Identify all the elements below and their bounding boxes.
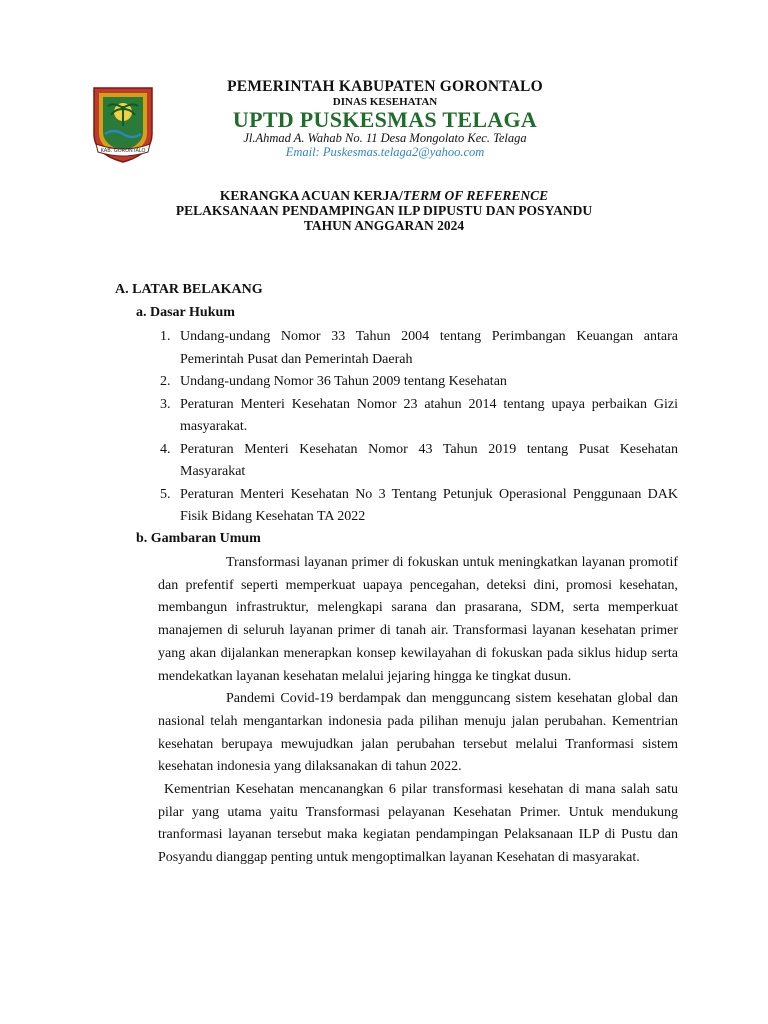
institution-email[interactable]: Email: Puskesmas.telaga2@yahoo.com: [285, 145, 485, 159]
list-item-number: 4.: [160, 441, 171, 457]
list-item: [158, 439, 678, 484]
title-normal-part: KERANGKA ACUAN KERJA/: [219, 188, 403, 203]
emblem-banner-text: KAB. GORONTALO: [100, 148, 146, 154]
document-title-line-1: [0, 188, 768, 204]
list-item: [158, 484, 678, 529]
list-item-number: 5.: [160, 486, 171, 502]
list-item: [158, 371, 678, 394]
gorontalo-regency-emblem: [90, 82, 156, 164]
list-item-text: Undang-undang Nomor 36 Tahun 2009 tentang Kesehatan: [180, 374, 507, 389]
overview-paragraph-3: Kementrian Kesehatan mencanangkan 6 pilar transformasi kesehatan di mana salah satu pilar yang utama yaitu Transformasi pelayanan Kesehatan Primer. Untuk mendukung tranformasi layanan tersebut maka kegiatan pendampingan Pelaksanaan ILP di Pustu dan Posyandu dianggap penting untuk mengoptimalkan layanan Kesehatan di masyarakat.: [158, 782, 678, 866]
department-name: DINAS KESEHATAN: [332, 96, 438, 108]
overview-paragraph-1: Transformasi layanan primer di fokuskan untuk meningkatkan layanan promotif dan prefentif seperti memperkuat uapaya pencegahan, deteksi dini, promosi kesehatan, membangun infrastruktur, melengkapi sarana dan prasarana, SDM, serta memperkuat manajemen di seluruh layanan primer di tanah air. Transformasi layanan kesehatan primer yang akan dijalankan menerapkan konsep kewilayahan di fokuskan pada siklus hidup serta mendekatkan layanan kesehatan melalui jejaring hingga ke tingkat dusun.: [158, 555, 678, 684]
overview-paragraph-2: Pandemi Covid-19 berdampak dan mengguncang sistem kesehatan global dan nasional telah mengantarkan indonesia pada pilihan menuju jalan perubahan. Kementrian kesehatan berupaya mewujudkan jalan perubahan tersebut melalui Tranformasi sistem kesehatan indonesia yang dilaksanakan di tahun 2022.: [158, 691, 678, 775]
list-item-text: Peraturan Menteri Kesehatan Nomor 23 atahun 2014 tentang upaya perbaikan Gizi masyarakat.: [180, 396, 678, 434]
list-item: [158, 394, 678, 439]
list-item: [158, 326, 678, 371]
letterhead: [0, 0, 768, 170]
institution-name: UPTD PUSKESMAS TELAGA: [232, 107, 538, 132]
institution-address: Jl.Ahmad A. Wahab No. 11 Desa Mongolato Kec. Telaga: [243, 131, 527, 145]
government-name: PEMERINTAH KABUPATEN GORONTALO: [227, 78, 543, 95]
document-title-line-3: TAHUN ANGGARAN 2024: [303, 218, 465, 233]
list-item-text: Peraturan Menteri Kesehatan No 3 Tentang Petunjuk Operasional Penggunaan DAK Fisik Bidang Kesehatan TA 2022: [180, 486, 678, 524]
subheading-dasar-hukum: a. Dasar Hukum: [136, 305, 235, 320]
list-item-number: 1.: [160, 329, 171, 344]
list-item-text: Undang-undang Nomor 33 Tahun 2004 tentang Perimbangan Keuangan antara Pemerintah Pusat dan Pemerintah Daerah: [180, 329, 678, 367]
title-italic-part: TERM OF REFERENCE: [402, 188, 549, 203]
list-item-number: 2.: [160, 374, 171, 389]
list-item-number: 3.: [160, 396, 171, 412]
general-overview-body: [158, 552, 678, 870]
section-heading-latar-belakang: A. LATAR BELAKANG: [115, 282, 263, 297]
document-title-line-2: PELAKSANAAN PENDAMPINGAN ILP DIPUSTU DAN POSYANDU: [175, 203, 593, 218]
subheading-gambaran-umum: b. Gambaran Umum: [136, 531, 261, 546]
legal-basis-list: [158, 326, 678, 529]
list-item-text: Peraturan Menteri Kesehatan Nomor 43 Tahun 2019 tentang Pusat Kesehatan Masyarakat: [180, 441, 678, 479]
